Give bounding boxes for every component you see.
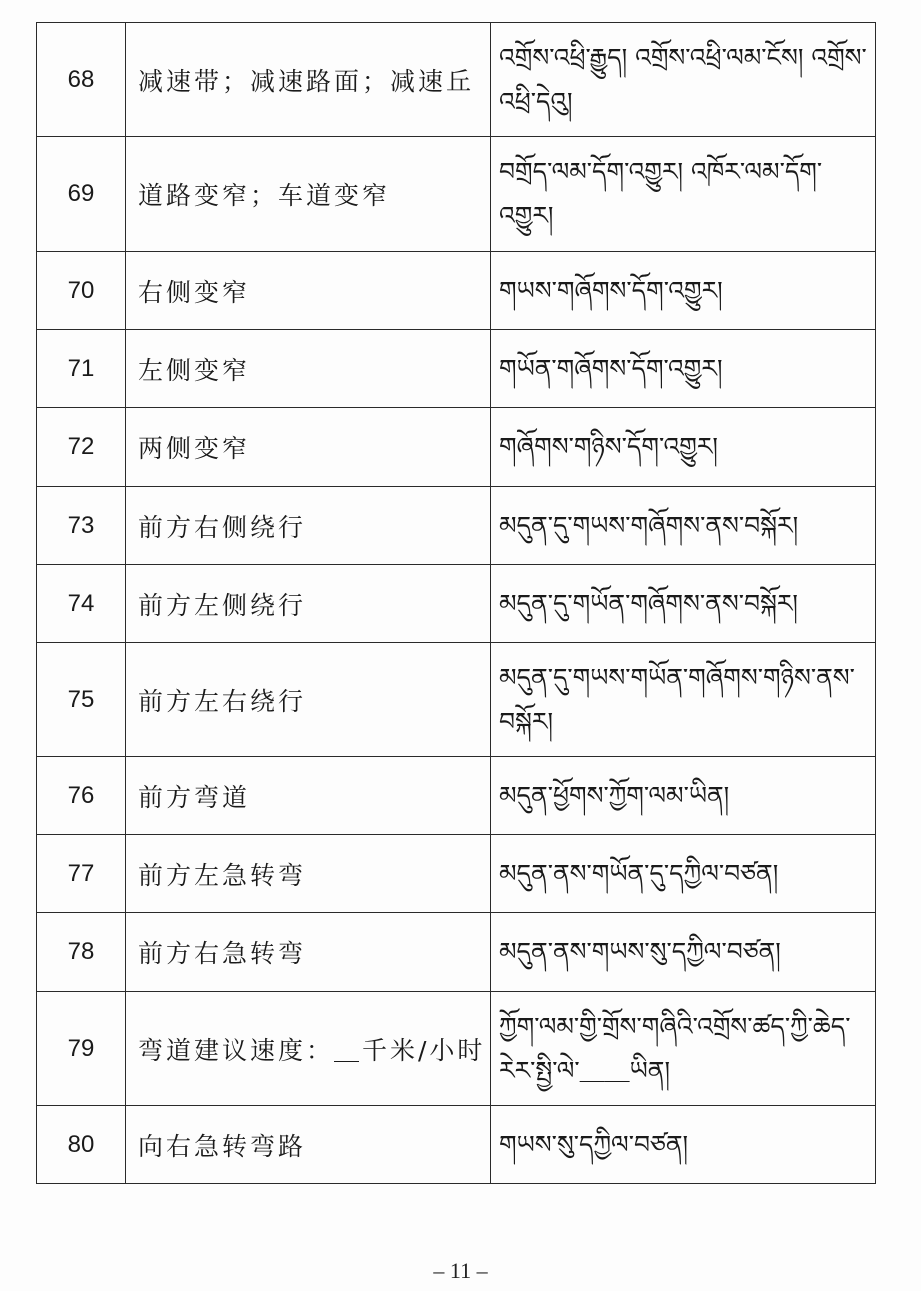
table-row <box>37 913 876 992</box>
chinese-term: 左侧变窄 <box>126 330 491 408</box>
page-number: – 11 – <box>433 1258 488 1283</box>
chinese-term: 减速带；减速路面；减速丘 <box>126 23 491 137</box>
tibetan-term: གཞོགས་གཉིས་དོག་འགྱུར། <box>491 408 876 487</box>
row-number: 70 <box>37 252 126 330</box>
chinese-term: 前方左侧绕行 <box>126 565 491 643</box>
tibetan-term: མདུན་དུ་གཡས་གཡོན་གཞོགས་གཉིས་ནས་བསྐོར། <box>491 643 876 757</box>
chinese-term: 前方左右绕行 <box>126 643 491 757</box>
tibetan-term: གཡས་གཞོགས་དོག་འགྱུར། <box>491 252 876 330</box>
chinese-term: 前方右急转弯 <box>126 913 491 992</box>
chinese-term: 两侧变窄 <box>126 408 491 487</box>
table-row <box>37 565 876 643</box>
table-row <box>37 835 876 913</box>
row-number: 72 <box>37 408 126 487</box>
row-number: 77 <box>37 835 126 913</box>
row-number: 78 <box>37 913 126 992</box>
row-number: 69 <box>37 137 126 252</box>
row-number: 73 <box>37 487 126 565</box>
table-row <box>37 23 876 137</box>
tibetan-term: མདུན་ཕྱོགས་ཀྱོག་ལམ་ཡིན། <box>491 757 876 835</box>
chinese-term: 向右急转弯路 <box>126 1106 491 1184</box>
row-number: 80 <box>37 1106 126 1184</box>
tibetan-term: མདུན་ནས་གཡོན་དུ་དཀྱིལ་བཙན། <box>491 835 876 913</box>
glossary-table <box>36 22 876 1184</box>
tibetan-term: མདུན་ནས་གཡས་སུ་དཀྱིལ་བཙན། <box>491 913 876 992</box>
table-row <box>37 992 876 1106</box>
table-row <box>37 1106 876 1184</box>
chinese-term: 道路变窄；车道变窄 <box>126 137 491 252</box>
table-row <box>37 137 876 252</box>
tibetan-term: གཡོན་གཞོགས་དོག་འགྱུར། <box>491 330 876 408</box>
tibetan-term: ཀྱོག་ལམ་གྱི་གྲོས་གཞིའི་འགྲོས་ཚད་ཀྱི་ཆེད་རེར་སྤྱི་ལེ་＿＿ཡིན། <box>491 992 876 1106</box>
chinese-term: 前方左急转弯 <box>126 835 491 913</box>
row-number: 71 <box>37 330 126 408</box>
tibetan-term: བགྲོད་ལམ་དོག་འགྱུར། འཁོར་ལམ་དོག་འགྱུར། <box>491 137 876 252</box>
tibetan-term: འགྲོས་འཕྲི་རྒྱུད། འགྲོས་འཕྲི་ལམ་ངོས། འགྲོས་འཕྲི་དེའུ། <box>491 23 876 137</box>
table-row <box>37 643 876 757</box>
table-row <box>37 252 876 330</box>
table-row <box>37 408 876 487</box>
chinese-term: 前方弯道 <box>126 757 491 835</box>
table-row <box>37 757 876 835</box>
tibetan-term: གཡས་སུ་དཀྱིལ་བཙན། <box>491 1106 876 1184</box>
row-number: 79 <box>37 992 126 1106</box>
row-number: 76 <box>37 757 126 835</box>
row-number: 74 <box>37 565 126 643</box>
table-row <box>37 487 876 565</box>
chinese-term: 右侧变窄 <box>126 252 491 330</box>
row-number: 68 <box>37 23 126 137</box>
table-row <box>37 330 876 408</box>
row-number: 75 <box>37 643 126 757</box>
tibetan-term: མདུན་དུ་གཡས་གཞོགས་ནས་བསྐོར། <box>491 487 876 565</box>
tibetan-term: མདུན་དུ་གཡོན་གཞོགས་ནས་བསྐོར། <box>491 565 876 643</box>
chinese-term: 弯道建议速度：＿千米/小时 <box>126 992 491 1106</box>
chinese-term: 前方右侧绕行 <box>126 487 491 565</box>
